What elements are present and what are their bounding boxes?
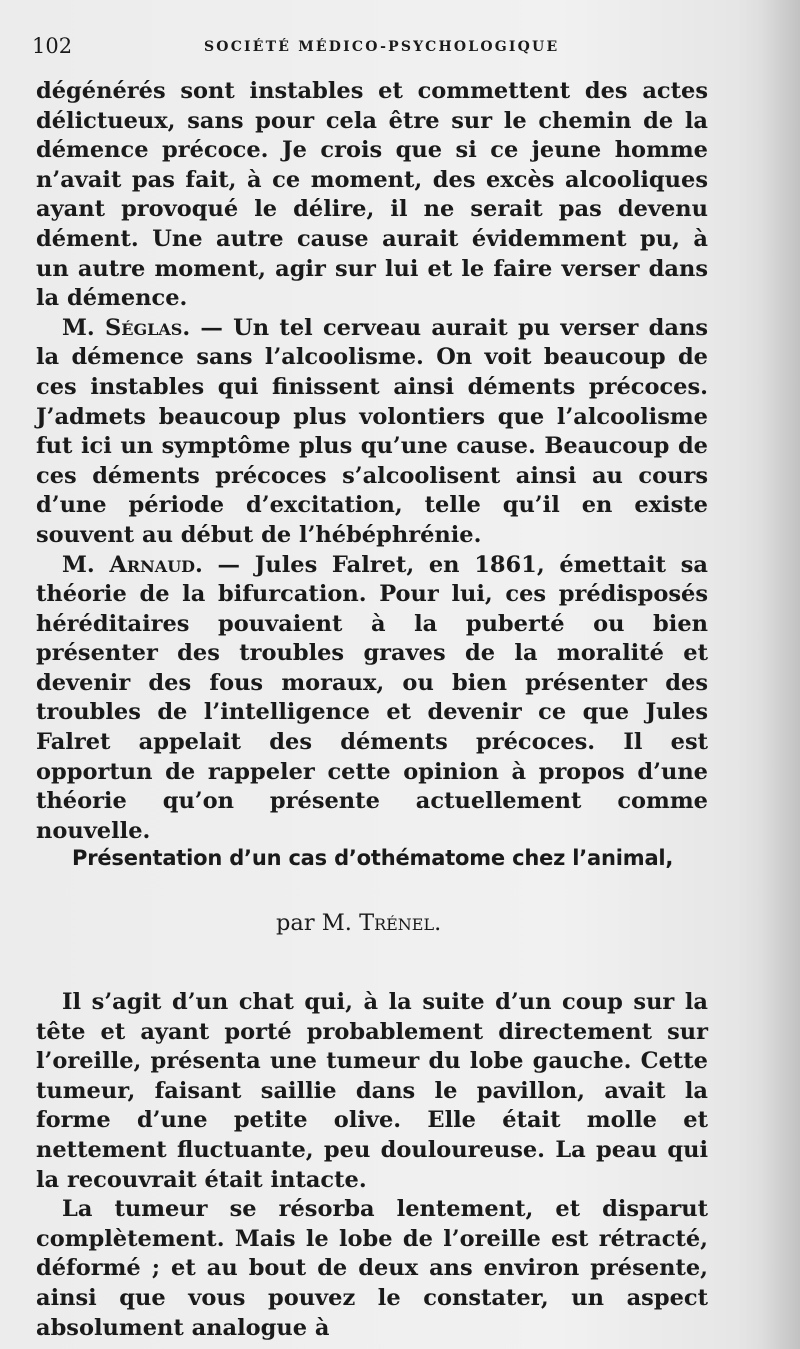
- paragraph-case-1: Il s’agit d’un chat qui, à la suite d’un coup sur la tête et ayant porté probablement directement sur l’oreille, présenta une tumeur du lobe gauche. Cette tumeur, faisant saillie dans le pavillon, avait la forme d’une petite olive. Elle était molle et nettement fluctuante, peu douloureuse. La peau qui la recouvrait était intacte.: [36, 989, 708, 1193]
- discussion-text: [36, 77, 708, 846]
- paragraph-body: . — Jules Falret, en 1861, émettait sa théorie de la bifurcation. Pour lui, ces prédisposés héréditaires pouvaient à la puberté ou bien présenter des troubles graves de la moralité et devenir des fous moraux, ou bien présenter des troubles de l’intelligence et devenir ce que Jules Falret appelait des déments précoces. Il est opportun de rappeler cette opinion à propos d’une théorie qu’on présente actuellement comme nouvelle.: [36, 551, 708, 844]
- paragraph-arnaud: [36, 551, 708, 847]
- byline-suffix: .: [434, 910, 442, 936]
- speaker-prefix: M.: [62, 551, 110, 578]
- page-number: 102: [32, 34, 73, 58]
- speaker-name: Séglas: [105, 314, 183, 341]
- paragraph-seglas: [36, 314, 708, 551]
- case-text: [36, 988, 708, 1343]
- speaker-prefix: M.: [62, 314, 105, 341]
- paragraph-case-2: La tumeur se résorba lentement, et disparut complètement. Mais le lobe de l’oreille est rétracté, déformé ; et au bout de deux ans environ présente, ainsi que vous pouvez le constater, un aspect absolument analogue à: [36, 1196, 708, 1341]
- speaker-name: Arnaud: [109, 551, 196, 578]
- running-head: [32, 34, 722, 64]
- running-title: SOCIÉTÉ MÉDICO-PSYCHOLOGIQUE: [204, 39, 560, 55]
- byline: [276, 910, 441, 936]
- section-title: Présentation d’un cas d’othématome chez l’animal,: [72, 846, 674, 870]
- paragraph-body: . — Un tel cerveau aurait pu verser dans la démence sans l’alcoolisme. On voit beaucoup de ces instables qui finissent ainsi déments précoces. J’admets beaucoup plus volontiers que l’alcoolisme fut ici un symptôme plus qu’une cause. Beaucoup de ces déments précoces s’alcoolisent ainsi au cours d’une période d’excitation, telle qu’il en existe souvent au début de l’hébéphrénie.: [36, 314, 708, 548]
- paragraph-continuation: dégénérés sont instables et commettent des actes délictueux, sans pour cela être sur le chemin de la démence précoce. Je crois que si ce jeune homme n’avait pas fait, à ce moment, des excès alcooliques ayant provoqué le délire, il ne serait pas devenu dément. Une autre cause aurait évidemment pu, à un autre moment, agir sur lui et le faire verser dans la démence.: [36, 78, 708, 312]
- byline-prefix: par M.: [276, 910, 360, 936]
- author-name: Trénel: [359, 910, 435, 936]
- page-edge-shadow: [760, 0, 800, 1349]
